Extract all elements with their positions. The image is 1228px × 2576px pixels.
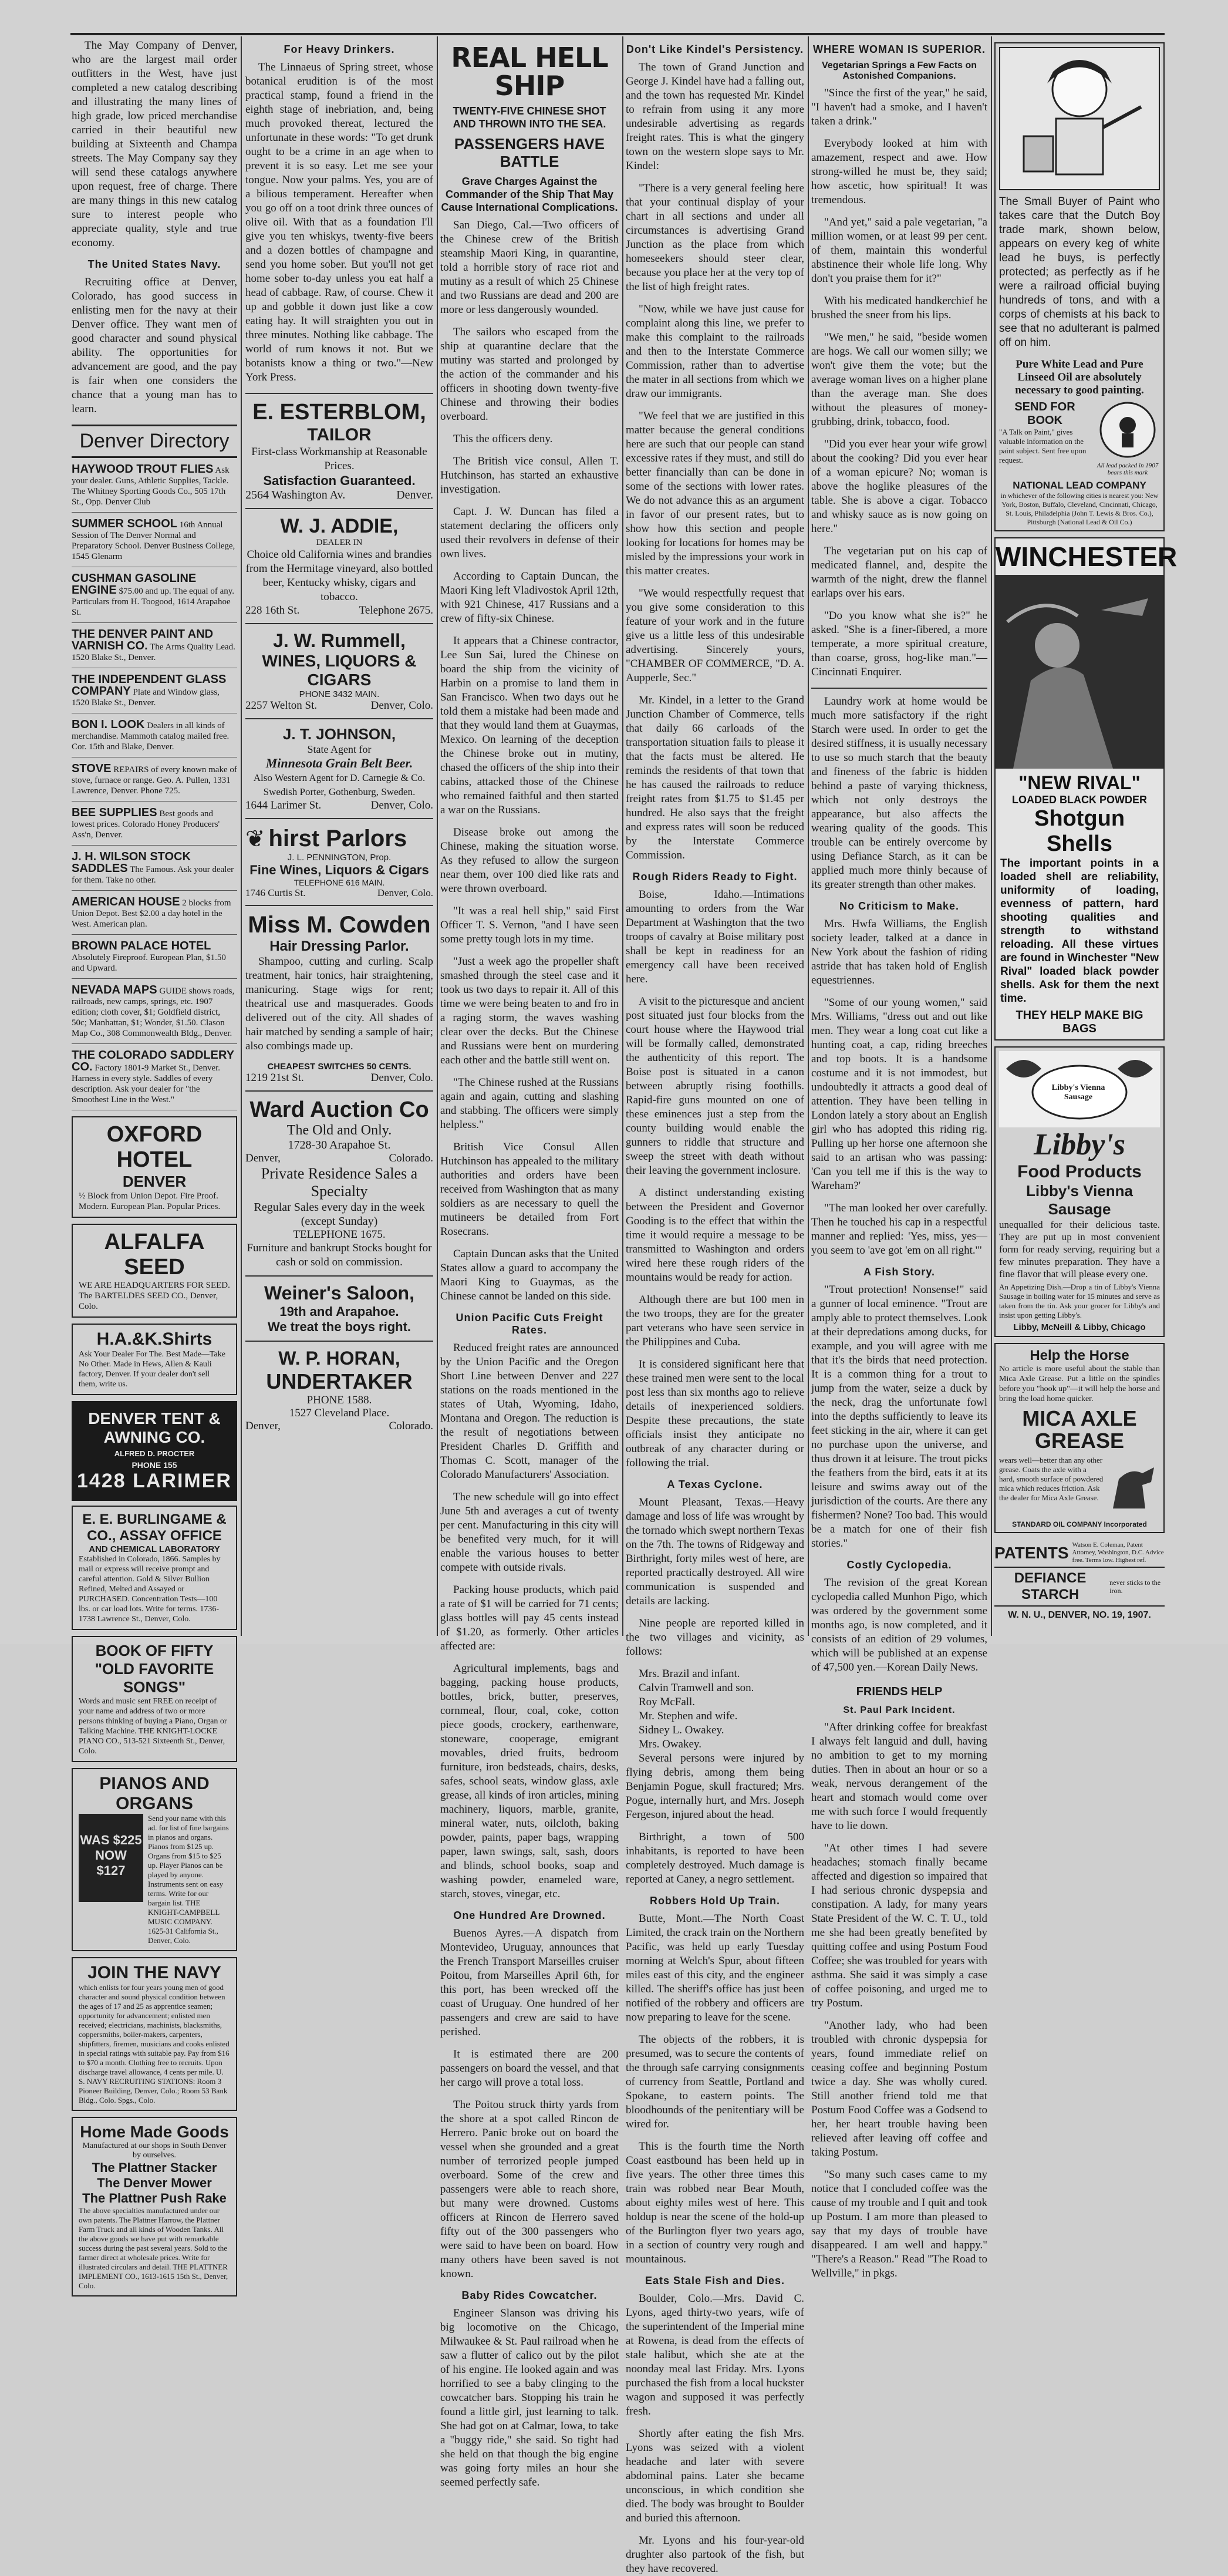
drinkers-heading: For Heavy Drinkers.	[284, 43, 395, 55]
paragraph: The objects of the robbers, it is presumed, was to secure the contents of the through safe carrying consignments of currency from Seattle, Portland and Spokane, to eastern points. The bloodhounds of the penitentiary will be wired for.	[626, 2033, 804, 2130]
cowden-city: Denver, Colo.	[370, 1072, 433, 1084]
paragraph: "We feel that we are justified in this matter because the general conditions here are such that our people can stand excessive rates if they must, and still do better financially than can be done in some of the sections with lower rates. We do not advance this as an argument in favor of our present rates, but to show how this section and people looking for locations for homes may be misled by the impressions your work in this matter creates.	[626, 410, 804, 577]
robbers-heading: Robbers Hold Up Train.	[649, 1895, 780, 1907]
paragraph: Nine people are reported killed in the two villages and vicinity, as follows:	[626, 1617, 804, 1658]
paragraph: "And yet," said a pale vegetarian, "a million women, or at least 99 per cent. of them, maintain this wonderful abstinence their whole life long. Why don't you praise them for it?"	[811, 216, 987, 285]
paragraph: It appears that a Chinese contractor, Lee Sun Sai, lured the Chinese on board the ship from the vicinity of Harbin on a promise to land them in San Francisco. When two days out he told them a mistake had been made and that they would land them at Guaymas, Mexico. On learning of the deception the Chinese broke out in mutiny, chased the officers of the ship into their cabins, attacked those of the Chinese who remained faithful and then started a war on the Russians.	[440, 635, 619, 816]
cowden-text: Shampoo, cutting and curling. Scalp treatment, hair tonics, hair straightening, manicuring. Stage wigs for rent; theatrical use and masquerades. Goods delivered out of the city. All shades of hair matched by sending a sample of hair; also combings made up.	[245, 955, 433, 1052]
paragraph: San Diego, Cal.—Two officers of the Chinese crew of the British steamship Maori King, in quarantine, told a horrible story of race riot and mutiny as a result of which 25 Chinese and two Russians are dead and 200 are more or less dangerously wounded.	[440, 219, 619, 316]
mica-text: wears well—better than any other grease. Coats the axle with a hard, smooth surface of powdered mica which reduces friction. Ask the dealer for Mica Axle Grease.	[999, 1456, 1104, 1502]
hell-ship-article	[440, 218, 619, 1304]
esterblom-trade: TAILOR	[307, 425, 372, 445]
directory-item-text: The Famous. Ask your dealer for them. Take no other.	[72, 865, 234, 885]
johnson-address: 1644 Larimer St.	[245, 799, 322, 811]
paint-send-book: SEND FOR BOOK	[1014, 400, 1075, 427]
directory-item	[72, 518, 237, 567]
horan-phone: PHONE 1588.	[306, 1394, 372, 1406]
paragraph: The new schedule will go into effect June 5th and averages a cut of twenty per cent. Manufacturing in this city will be benefited very much, for it will enable the various houses to better compete with outside rivals.	[440, 1491, 619, 1574]
join-navy-ad	[72, 1957, 237, 2111]
horse-title: Help the Horse	[1030, 1348, 1129, 1363]
libby-food: Food Products	[1017, 1162, 1142, 1181]
paragraph: Birthright, a town of 500 inhabitants, is reported to have been completely destroyed. Much damage is reported at Caney, a negro settlement.	[626, 1831, 804, 1885]
union-pacific-heading: Union Pacific Cuts Freight Rates.	[456, 1312, 603, 1336]
directory-item-name: STOVE	[72, 762, 112, 775]
kindel-heading: Don't Like Kindel's Persistency.	[626, 43, 804, 55]
directory-item	[72, 464, 237, 513]
piano-image: WAS $225 NOW $127	[79, 1814, 143, 1902]
directory-item-name: BROWN PALACE HOTEL	[72, 940, 211, 952]
column-1	[72, 39, 237, 2290]
directory-item-text: Factory 1801-9 Market St., Denver. Harness in every style. Saddles of every description. Ask your dealer for "the Smoothest Line in the West."	[72, 1063, 221, 1105]
oxford-hotel-ad	[72, 1116, 237, 1218]
libby-company: Libby, McNeill & Libby, Chicago	[1013, 1322, 1146, 1332]
list-item: Calvin Tramwell and son.	[639, 1682, 754, 1694]
homemade-sub: Manufactured at our shops in South Denver by ourselves.	[82, 2141, 227, 2160]
column-2	[245, 39, 433, 1636]
winchester-text: The important points in a loaded shell are reliability, uniformity of loading, evenness of pattern, hard shooting qualities and strength to withstand reloading. All these virtues are found in Winchester "New Rival" loaded black powder shells. Ask for them the next time.	[1000, 857, 1159, 1005]
directory-item-name: THE COLORADO SADDLERY CO.	[72, 1049, 234, 1073]
laundry-article: Laundry work at home would be much more satisfactory if the right Starch were used. In order to get the desired stiffness, it is usually necessary to use so much starch that the beauty and fineness of the fabric is hidden behind a paste of varying thickness, which not only destroys the appearance, but also affects the wearing quality of the goods. This trouble can be entirely overcome by using Defiance Starch, as it can be applied much more thinly because of its greater strength than other makes.	[811, 695, 987, 891]
directory-item-text: Absolutely Fireproof. European Plan, $1.50 and Upward.	[72, 953, 226, 973]
directory-item-name: THE DENVER PAINT AND VARNISH CO.	[72, 628, 214, 652]
esterblom-name: E. ESTERBLOM,	[252, 400, 426, 425]
dutch-boy-illustration	[999, 47, 1160, 190]
weiner-address: 19th and Arapahoe.	[279, 1304, 399, 1319]
tent-owner: ALFRED D. PROCTER	[114, 1449, 195, 1458]
ward-address: 1728-30 Arapahoe St.	[288, 1139, 391, 1151]
directory-item-name: AMERICAN HOUSE	[72, 895, 180, 908]
directory-item-text: GUIDE shows roads, railroads, new camps, springs, etc. 1907 edition; cloth cover, $1; Goldfield district, 50c; Manhattan, $1; Wonder, $1.50. Clason Map Co., 308 Commonwealth Bldg., Denver.	[72, 986, 235, 1038]
cyclone-victims-list	[626, 1667, 804, 1752]
directory-item-text: Plate and Window glass, 1520 Blake St., Denver.	[72, 688, 220, 708]
johnson-beer: Minnesota Grain Belt Beer.	[265, 756, 413, 770]
defiance-starch-ad	[994, 1568, 1165, 1607]
oxford-city: DENVER	[122, 1173, 187, 1190]
directory-item	[72, 629, 237, 668]
ward-text: Regular Sales every day in the week (except Sunday)	[254, 1201, 425, 1228]
list-item: Sidney L. Owakey.	[639, 1724, 724, 1736]
paragraph: The Poitou struck thirty yards from the shore at a spot called Rincon de Herrero. Panic broke out on board the vessel when she grounded and a great number of terrorized people jumped overboard. Some of the crew and passengers were able to reach shore, but many were drowned. Customs officers at Rincon de Herrero saved fifty out of the 300 passengers who were said to have been on board. How many others have been saved is not known.	[440, 2099, 619, 2280]
paragraph: Buenos Ayres.—A dispatch from Montevideo, Uruguay, announces that the French Transport Marseilles cruiser Poitou, from Marseilles April 6th, for this port, has been wrecked off the coast of Uruguay. One hundred of her passengers and crew are said to have perished.	[440, 1927, 619, 2038]
ward-state: Colorado.	[389, 1152, 433, 1164]
directory-item-text: 16th Annual Session of The Denver Normal and Preparatory School. Denver Business College, 1545 Glenarm	[72, 520, 235, 561]
paragraph: "Since the first of the year," he said, "I haven't had a smoke, and I haven't taken a drink."	[811, 87, 987, 127]
johnson-text: Also Western Agent for D. Carnegie & Co. Swedish Porter, Gothenburg, Sweden.	[253, 772, 426, 797]
ward-private: Private Residence Sales a Specialty	[261, 1165, 418, 1200]
drowned-heading: One Hundred Are Drowned.	[453, 1910, 606, 1921]
thirst-owner: J. L. PENNINGTON, Prop.	[287, 853, 392, 863]
column-6	[994, 39, 1178, 1636]
fish-story-article: "Trout protection! Nonsense!" said a gunner of local eminence. "Trout are amply able to protect themselves. Look at their depredations among ducks, for example, and you will agree with me that it's the birds that need protection. It is a common thing for a trout to jump from the water, seize a duck by the neck, drag the unfortunate fowl into the depths sufficiently to leave its feet sticking in the air, where it can get no purchase upon the universe, and thus drown it at leisure. The trout picks the feathers from the bird, eats it at its leisure and swims away out of the jurisdiction of the courts. Are there any fishermen? None? Too bad. This would be a match for one of their fish stories."	[811, 1284, 987, 1550]
paragraph: "Another lady, who had been troubled with chronic dyspepsia for years, found immediate relief on ceasing coffee and beginning Postum twice a day. She was wholly cured. Still another friend told me that Postum Food Coffee was a Godsend to her, her heart trouble having been relieved after leaving off coffee and taking Postum.	[811, 2019, 987, 2159]
paragraph: Packing house products, which paid a rate of $1 will be carried for 71 cents; glass bottles will pay 45 cents instead of $1.20, as formerly. Other articles affected are:	[440, 1584, 619, 1652]
paragraph: This the officers deny.	[453, 433, 553, 445]
horse-text: No article is more useful about the stable than Mica Axle Grease. Put a little on the spindles before you "hook up"—it will help the horse and bring the load home quicker.	[999, 1365, 1160, 1403]
homemade-item: The Plattner Push Rake	[82, 2191, 227, 2205]
ward-sub: The Old and Only.	[286, 1123, 392, 1138]
paragraph: A visit to the picturesque and ancient post situated just four blocks from the court house where the Haywood trial will be formally called, demonstrated the authenticity of this report. The Boise post is situated in a canon between abruptly rising foothills. Rapid-fire guns mounted on one of these eminences just a step from the county building would enable the gunners to riddle that structure and sweep the street with death without their leaving the government inclosure.	[626, 995, 804, 1177]
horan-state: Colorado.	[389, 1420, 433, 1432]
mica-company: STANDARD OIL COMPANY Incorporated	[1012, 1520, 1147, 1528]
list-item: Roy McFall.	[639, 1696, 696, 1708]
paragraph: The sailors who escaped from the ship at quarantine declare that the mutiny was started and prolonged by the action of the commander and his officers in shooting down twenty-five Chinese and throwing their bodies overboard.	[440, 326, 619, 423]
paragraph: Mr. Kindel, in a letter to the Grand Junction Chamber of Commerce, tells that daily 66 carloads of the transportation situation fails to please it that the facts must be altered. He reminds the residents of that town that he has caused the railroads to reduce freight rates from $1.75 to $1.45 per hundred. He also says that the freight and express rates will soon be reduced by the Interstate Commerce Commission.	[626, 694, 804, 861]
defiance-text: never sticks to the iron.	[1109, 1578, 1161, 1595]
directory-item-name: HAYWOOD TROUT FLIES	[72, 463, 214, 476]
top-rule	[70, 33, 1165, 35]
paint-cities: in whichever of the following cities is nearest you: New York, Boston, Buffalo, Cleveland, Cincinnati, Chicago, St. Louis, Philadelphia (John T. Lewis & Bros. Co.), Pittsburgh (National Lead & Oil Co.)	[1000, 491, 1159, 526]
paragraph: Captain Duncan asks that the United States allow a guard to accompany the Maori King to Guaymas, as the Chinese cannot be landed on this side.	[440, 1248, 619, 1302]
esterblom-address: 2564 Washington Av.	[245, 489, 346, 501]
homemade-title: Home Made Goods	[80, 2123, 229, 2141]
dutch-boy-paint-ad	[994, 42, 1165, 531]
libby-ad	[994, 1046, 1165, 1337]
pianos-ad	[72, 1768, 237, 1951]
kindel-article	[626, 60, 804, 863]
navy-heading: The United States Navy.	[87, 258, 221, 270]
directory-item	[72, 941, 237, 979]
list-item: Mrs. Owakey.	[639, 1738, 701, 1750]
addie-text: Choice old California wines and brandies from the Hermitage vineyard, also bottled beer, Kentucky whisky, cigars and tobacco.	[245, 548, 433, 603]
directory-item-name: THE INDEPENDENT GLASS COMPANY	[72, 673, 227, 698]
horan-address: 1527 Cleveland Place.	[289, 1407, 390, 1419]
mica-axle-grease-ad	[994, 1343, 1165, 1533]
paragraph: Reduced freight rates are announced by the Union Pacific and the Oregon Short Line between Denver and 227 stations on the roads mentioned in the states of Utah, Wyoming, Idaho, Montana and Oregon. The reduction is the result of negotiations between President Charles D. Griffith and Thomas C. Scott, manager of the Colorado Manufacturers' Association.	[440, 1342, 619, 1481]
stale-fish-article	[626, 2292, 804, 2576]
addie-address: 228 16th St.	[245, 604, 300, 617]
union-pacific-article	[440, 1341, 619, 1901]
tent-address: 1428 LARIMER	[77, 1470, 232, 1492]
ward-phone: TELEPHONE 1675.	[293, 1228, 386, 1241]
rummell-city: Denver, Colo.	[370, 699, 433, 712]
paragraph: Agricultural implements, bags and bagging, packing house products, bottles, brick, butter, preserves, cornmeal, flour, coal, coke, cotton piece goods, crockery, earthenware, stoneware, cooperage, emigrant movables, dried fruits, bedroom furniture, iron bedsteads, chairs, desks, safes, school seats, window glass, axle grease, all kinds of iron articles, mining machinery, liquors, marble, granite, mineral water, nuts, oilcloth, baking powder, paints, paper bags, wrapping paper, lawn swings, salt, sash, doors and blinds, school books, soap and washing powder, enameled ware, starch, stoves, vinegar, etc.	[440, 1662, 619, 1900]
hunter-illustration	[996, 575, 1163, 769]
directory-item-name: NEVADA MAPS	[72, 984, 157, 996]
libby-can-illustration	[999, 1051, 1160, 1127]
rummell-trade: WINES, LIQUORS & CIGARS	[262, 652, 417, 689]
pianos-name: PIANOS AND ORGANS	[99, 1774, 210, 1813]
ward-city: Denver,	[245, 1152, 281, 1164]
woman-subheading: Vegetarian Springs a Few Facts on Astonished Companions.	[821, 60, 977, 81]
tent-name: DENVER TENT & AWNING CO.	[88, 1409, 221, 1446]
cyclone-heading: A Texas Cyclone.	[667, 1479, 763, 1490]
directory-item-name: SUMMER SCHOOL	[72, 517, 177, 530]
directory-item-text: The Arms Quality Lead. 1520 Blake St., Denver.	[72, 642, 235, 662]
paragraph: Shortly after eating the fish Mrs. Lyons was seized with a violent headache and later with severe abdominal pains. Later she became unconscious, in which condition she died. The body was brought to Boulder and buried this afternoon.	[626, 2427, 804, 2524]
addie-dealer: DEALER IN	[316, 538, 363, 547]
paragraph: The vegetarian put on his cap of medicated flannel, and, despite the warmth of the night, drew the flannel earlaps over his ears.	[811, 545, 987, 600]
horse-icon	[1107, 1456, 1160, 1520]
thirst-phone: TELEPHONE 616 MAIN.	[293, 878, 385, 887]
home-made-goods-ad	[72, 2117, 237, 2296]
paragraph: "Just a week ago the propeller shaft smashed through the steel case and it took us two days to repair it. All of this time we were being beaten to and fro in a raging storm, the waves washing clear over the decks. But the Chinese and Russians were bent on murdering each other and the battle still went on.	[440, 955, 619, 1066]
paragraph: The town of Grand Junction and George J. Kindel have had a falling out, and the town has requested Mr. Kindel to refrain from using it any more undesirable advertising as regards freight rates. This is what the gingery town on the western slope says to Mr. Kindel:	[626, 61, 804, 172]
paragraph: "We men," he said, "beside women are hogs. We call our women silly; we won't give them the vote; but the average woman lives on a higher plane than the average man. She does without the pleasures of money-grubbing, drink, tobacco, food.	[811, 331, 987, 428]
libby-text: unequalled for their delicious taste. They are put up in most convenient form for ready serving, requiring but a few minutes preparation. They have a fine flavor that will please every one.	[999, 1219, 1160, 1279]
thirst-city: Denver, Colo.	[377, 887, 433, 898]
directory-item-name: J. H. WILSON STOCK SADDLES	[72, 850, 191, 875]
navy-article: Recruiting office at Denver, Colorado, has good success in enlisting men for the navy at their Denver office. They want men of good character and sound physical ability. The opportunities for advancement are good, and the pay is fair when one considers the chance that a young man has to learn.	[72, 276, 237, 415]
stale-fish-heading: Eats Stale Fish and Dies.	[645, 2275, 785, 2287]
oxford-text: ½ Block from Union Depot. Fire Proof. Modern. European Plan. Popular Prices.	[79, 1191, 221, 1211]
column-divider	[622, 36, 623, 1636]
tent-phone: PHONE 155	[131, 1460, 177, 1470]
headline-deck-2: PASSENGERS HAVE BATTLE	[454, 135, 605, 170]
directory-item-name: BON I. LOOK	[72, 718, 145, 731]
assay-text: Established in Colorado, 1866. Samples by mail or express will receive prompt and careful attention. Gold & Silver Bullion Refined, Melted and Assayed or PURCHASED. Concentration Tests—100 lbs. or car load lots. Write for terms. 1736-1738 Lawrence St., Denver, Colo.	[79, 1555, 221, 1624]
friends-article	[811, 1720, 987, 2281]
weiner-name: Weiner's Saloon,	[264, 1282, 414, 1304]
johnson-name: J. T. JOHNSON,	[282, 725, 396, 743]
cowden-trade: Hair Dressing Parlor.	[269, 938, 409, 954]
cyclopedia-heading: Costly Cyclopedia.	[846, 1559, 952, 1571]
column-divider	[437, 36, 438, 1636]
paint-lead: Pure White Lead and Pure Linseed Oil are absolutely necessary to good painting.	[1015, 358, 1144, 396]
directory-item	[72, 851, 237, 891]
paragraph: It is estimated there are 200 passengers on board the vessel, and that her cargo will prove a total loss.	[440, 2048, 619, 2089]
paragraph: "The Chinese rushed at the Russians again and again, cutting and slashing and stabbing. The officers were simply helpless."	[440, 1076, 619, 1131]
johnson-role: State Agent for	[307, 743, 372, 755]
may-company-article: The May Company of Denver, who are the largest mail order outfitters in the West, have just completed a new catalog describing and illustrating the many lines of high grade, low priced merchandise carried in their beautiful new building at Sixteenth and Champa streets. The May Company say they will send these catalogs anywhere upon request, free of charge. There are many things in this new catalog sure to interest people who appreciate quality, style and true economy.	[72, 39, 237, 249]
libby-recipe: An Appetizing Dish.—Drop a tin of Libby's Vienna Sausage in boiling water for 15 minutes and serve as taken from the tin. Ask your grocer for Libby's and insist upon getting Libby's.	[999, 1282, 1160, 1319]
rummell-phone: PHONE 3432 MAIN.	[299, 689, 380, 699]
cyclone-article	[626, 1496, 804, 1659]
paragraph: "So many such cases came to my notice that I concluded coffee was the cause of my trouble and I quit and took up Postum. I am more than pleased to say that my days of trouble have disappeared. I am well and happy." "There's a Reason." Read "The Road to Wellville," in pkgs.	[811, 2168, 987, 2279]
assay-office-ad	[72, 1506, 237, 1630]
paint-text: The Small Buyer of Paint who takes care that the Dutch Boy trade mark, shown below, appears on every keg of white lead he buys, is perfectly protected; as perfectly as if he were a railroad official buying hundreds of tons, and with a corps of chemists at his back to see that no adulterant is palmed off on him.	[999, 196, 1160, 349]
assay-name: E. E. BURLINGAME & CO., ASSAY OFFICE	[82, 1511, 227, 1544]
esterblom-satisfaction: Satisfaction Guaranteed.	[263, 473, 416, 488]
rummell-address: 2257 Welton St.	[245, 699, 318, 712]
criticism-article	[811, 917, 987, 1258]
shirts-ad	[72, 1324, 237, 1395]
paragraph: "It was a real hell ship," said First Officer T. S. Vernon, "and I have seen some pretty tough lots in my time.	[440, 905, 619, 945]
rough-riders-article	[626, 888, 804, 1470]
thirst-name: hirst Parlors	[268, 826, 407, 851]
directory-item-text: Dealers in all kinds of merchandise. Mammoth catalog mailed free. Cor. 15th and Blake, Denver.	[72, 721, 230, 752]
cowden-address: 1219 21st St.	[245, 1072, 304, 1084]
paragraph: "Now, while we have just cause for complaint along this line, we prefer to make this complaint to the railroads and then to the Interstate Commerce Commission, rather than to advertise the mater in all sections from which we draw our immigrants.	[626, 303, 804, 400]
paragraph: Several persons were injured by flying debris, among them being Benjamin Pogue, skull fractured; Mrs. Pogue, internally hurt, and Mrs. Joseph Fergeson, injured about the head.	[626, 1752, 804, 1821]
directory-item-text: 2 blocks from Union Depot. Best $2.00 a day hotel in the West. American plan.	[72, 898, 231, 929]
oxford-name: OXFORD HOTEL	[106, 1122, 203, 1172]
tent-awning-ad	[72, 1401, 237, 1501]
paragraph: Mrs. Hwfa Williams, the English society leader, talked at a dance in New York about the fashion of riding astride that has taken hold of English equestriennes.	[811, 918, 987, 986]
headline-deck-1: TWENTY-FIVE CHINESE SHOT AND THROWN INTO THE SEA.	[453, 105, 606, 130]
songs-ad	[72, 1636, 237, 1762]
friends-subheading: St. Paul Park Incident.	[843, 1705, 956, 1715]
paint-book-text: "A Talk on Paint," gives valuable information on the paint subject. Sent free upon request.	[999, 427, 1087, 464]
rough-riders-heading: Rough Riders Ready to Fight.	[632, 871, 798, 883]
paragraph: "Did you ever hear your wife growl about the cooking? Did you ever hear of a woman epicure? No; woman is above the hoglike pleasures of the table. She is above a cigar. Tobacco and whisky sauce as is now going on here."	[811, 438, 987, 535]
winchester-loaded: LOADED BLACK POWDER	[1012, 794, 1147, 806]
fish-story-heading: A Fish Story.	[863, 1266, 935, 1278]
thirst-address: 1746 Curtis St.	[245, 887, 306, 898]
paragraph: With his medicated handkerchief he brushed the sneer from his lips.	[811, 295, 987, 321]
cowden-cheap: CHEAPEST SWITCHES 50 CENTS.	[267, 1062, 411, 1072]
paragraph: "At other times I had severe headaches; stomach finally became affected and digestion so impaired that I had serious chronic dyspepsia and constipation. A lady, for many years State President of the W. C. T. U., told me she had been greatly benefited by quitting coffee and using Postum Food Coffee; she was troubled for years with asthma. She said it was simply a case of coffee poisoning, and urged me to try Postum.	[811, 1842, 987, 2009]
column-divider	[241, 36, 242, 1636]
column-3	[440, 39, 619, 2489]
directory-title: Denver Directory	[72, 425, 237, 458]
winchester-shells: Shotgun Shells	[1034, 806, 1125, 856]
directory-item	[72, 1050, 237, 1110]
paragraph: This is the fourth time the North Coast eastbound has been held up in five years. The other three times this train was robbed near Bear Mouth, about eighty miles west of here. This holdup is near the scene of the hold-up of the Burlington flyer two years ago, in a section of country very rough and mountainous.	[626, 2140, 804, 2265]
criticism-heading: No Criticism to Make.	[839, 900, 960, 912]
woman-article	[811, 86, 987, 679]
horan-city: Denver,	[245, 1420, 281, 1432]
paragraph: According to Captain Duncan, the Maori King left Vladivostok April 12th, with 921 Chinese, 417 Russians and a crew of fifty-six Chinese.	[440, 570, 619, 625]
paragraph: Boulder, Colo.—Mrs. David C. Lyons, aged thirty-two years, wife of the superintendent of the Imperial mine at Rowena, is dead from the effects of stale halibut, which she ate at the noonday meal last Friday. Mrs. Lyons purchased the fish from a local huckster wagon and supposed it was perfectly fresh.	[626, 2292, 804, 2417]
patents-ad	[994, 1539, 1165, 1568]
winchester-rival: "NEW RIVAL"	[1018, 772, 1141, 793]
alfalfa-text: WE ARE HEADQUARTERS FOR SEED. The BARTELDES SEED CO., Denver, Colo.	[79, 1281, 230, 1311]
directory-item	[72, 573, 237, 623]
winchester-tagline: THEY HELP MAKE BIG BAGS	[1016, 1009, 1143, 1035]
addie-name: W. J. ADDIE,	[280, 515, 399, 537]
horan-name: W. P. HORAN,	[278, 1348, 400, 1369]
cowden-name: Miss M. Cowden	[248, 912, 431, 938]
paragraph: Mr. Lyons and his four-year-old drughter also partook of the fish, but they have recovered.	[626, 2534, 804, 2575]
paragraph: "There is a very general feeling here that your continual display of your chart in all sections and under all circumstances is advertising Grand Junction as the place from which homeseekers should steer clear, because you place her at the very top of the list of high freight rates.	[626, 182, 804, 293]
directory-item-text: Ask your dealer. Guns, Athletic Supplies, Tackle. The Whitney Sporting Goods Co., 505 17th St., Opp. Denver Club	[72, 466, 230, 507]
directory-item	[72, 985, 237, 1044]
ward-name: Ward Auction Co	[249, 1097, 429, 1122]
woman-heading: WHERE WOMAN IS SUPERIOR.	[812, 43, 986, 55]
homemade-text: The above specialties manufactured under our own patents. The Plattner Harrow, the Plattner Farm Truck and all kinds of Wooden Tanks. All the above goods we have put with remarkable success during the past several years. Sold to the farmer direct at wholesale prices. Write for illustrated circulars and detail. THE PLATTNER IMPLEMENT CO., 1613-1615 15th St., Denver, Colo.	[79, 2206, 228, 2290]
paragraph: British Vice Consul Allen Hutchinson has appealed to the military authorities and orders have been received from Washington that as many soldiers as are necessary to quell the mutineers be detailed from Fort Rosecrans.	[440, 1141, 619, 1238]
paragraph: Boise, Idaho.—Intimations amounting to orders from the War Department at Washington that the two troops of cavalry at Boise military post shall be kept in readiness for an emergency call have been received here.	[626, 888, 804, 985]
paragraph: It is considered significant here that these trained men were sent to the local post less than six months ago to relieve details of inexperienced soldiers. Despite these precautions, the state officials insist they anticipate no outbreak of any character during or following the trial.	[626, 1358, 804, 1469]
patents-title: PATENTS	[994, 1543, 1069, 1562]
headline: REAL HELL SHIP	[451, 42, 608, 102]
alfalfa-ad	[72, 1224, 237, 1318]
esterblom-text: First-class Workmanship at Reasonable Prices.	[251, 446, 427, 472]
addie-phone: Telephone 2675.	[359, 604, 433, 617]
patents-text: Watson E. Coleman, Patent Attorney, Washington, D.C. Advice free. Terms low. Highest ref.	[1072, 1541, 1164, 1564]
friends-heading: FRIENDS HELP	[856, 1685, 943, 1698]
libby-sausage: Libby's Vienna Sausage	[1026, 1182, 1133, 1218]
column-divider	[808, 36, 809, 1636]
paragraph: Everybody looked at him with amazement, respect and awe. How strong-willed he must be, they said; how ascetic, how spiritual! It was tremendous.	[811, 137, 987, 206]
paragraph: Capt. J. W. Duncan has filed a statement declaring the officers only used their revolvers in defense of their own lives.	[440, 506, 619, 560]
homemade-item: The Denver Mower	[97, 2176, 212, 2190]
baby-heading: Baby Rides Cowcatcher.	[461, 2289, 598, 2301]
winchester-title: WINCHESTER	[996, 538, 1163, 575]
directory-item-text: Best goods and lowest prices. Colorado Honey Producers' Ass'n, Denver.	[72, 809, 220, 840]
weiner-text: We treat the boys right.	[267, 1319, 411, 1334]
ward-furniture: Furniture and bankrupt Stocks bought for cash or sold on commission.	[247, 1242, 432, 1268]
paragraph: Disease broke out among the Chinese, making the situation worse. As they refused to allow the surgeon near them, over 100 died like rats and were thrown overboard.	[440, 826, 619, 895]
paragraph: A distinct understanding existing between the President and Governor Gooding is to the effect that within the time it would require a message to be transmitted to Washington and orders wired here these rough riders of the mountains would be ready for action.	[626, 1187, 804, 1284]
libby-can-label: Libby's Vienna Sausage	[1051, 1083, 1105, 1102]
footer-imprint: W. N. U., DENVER, NO. 19, 1907.	[1008, 1610, 1151, 1620]
directory-item	[72, 807, 237, 846]
shirts-text: Ask Your Dealer For The. Best Made—Take No Other. Made in Hews, Allen & Kauli factory, Denver. If your dealer don't sell them, write us.	[79, 1350, 225, 1389]
shirts-name: H.A.&K.Shirts	[96, 1329, 212, 1349]
mica-name: MICA AXLE GREASE	[1022, 1406, 1137, 1453]
directory-item	[72, 897, 237, 935]
directory-item-name: CUSHMAN GASOLINE ENGINE	[72, 572, 197, 597]
pianos-text: Send your name with this ad. for list of fine bargains in pianos and organs. Pianos from $125 up. Organs from $15 to $25 up. Player Pianos can be played by anyone. Instruments sent on easy terms. Write for our bargain list. THE KNIGHT-CAMPBELL MUSIC COMPANY. 1625-31 California St., Denver, Colo.	[148, 1814, 229, 1945]
directory-item	[72, 719, 237, 757]
headline-deck-3: Grave Charges Against the Commander of the Ship That May Cause International Complications.	[441, 176, 618, 213]
baby-article: Engineer Slanson was driving his big locomotive on the Chicago, Milwaukee & St. Paul railroad when he saw a flutter of calico out by the pilot of his engine. He looked again and was horrified to see a baby clinging to the cowcatcher bars. Stopping his train he found a little girl, just learning to talk. She had got on at Calmar, Iowa, to take a "buggy ride," she said. So tight had she held on that though the big engine was going forty miles an hour she seemed perfectly safe.	[440, 2307, 619, 2489]
paragraph: "The man looked her over carefully. Then he touched his cap in a respectful manner and replied: 'Yes, miss, yes—you seem to 'ave got 'em on all right.'"	[811, 1202, 987, 1257]
join-navy-text: which enlists for four years young men of good character and sound physical condition between the ages of 17 and 25 as apprentice seamen; opportunity for advancement; enlisted men received; electricians, machinists, blacksmiths, coppersmiths, boiler-makers, carpenters, shipfitters, firemen, musicians and cooks enlisted in special ratings with suitable pay. Pay from $16 to $70 a month. Clothing free to recruits. Upon discharge travel allowance, 4 cents per mile. U. S. NAVY RECRUITING STATIONS: Room 3 Pioneer Building, Denver, Colo.; Room 53 Bank Bldg., Colo. Spgs., Colo.	[79, 1983, 230, 2104]
directory-item-text: $75.00 and up. The equal of any. Particulars from H. Toogood, 1614 Arapahoe St.	[72, 587, 235, 617]
paragraph: "Do you know what she is?" he asked. "She is a finer-fibered, a more temperate, a more spiritual creature, than coarse, gross, hog-like man."—Cincinnati Enquirer.	[811, 610, 987, 678]
robbers-article	[626, 1912, 804, 2267]
paragraph: The British vice consul, Allen T. Hutchinson, has started an exhaustive investigation.	[440, 455, 619, 496]
thirst-text: Fine Wines, Liquors & Cigars	[249, 863, 429, 877]
homemade-item: The Plattner Stacker	[92, 2160, 217, 2175]
directory-item-name: BEE SUPPLIES	[72, 806, 157, 819]
winchester-ad	[994, 537, 1178, 1040]
drowned-article	[440, 1927, 619, 2281]
bow-ornament-icon: ❦	[245, 826, 265, 852]
paragraph: "Some of our young women," said Mrs. Williams, "dress out and out like men. They wear a long coat cut like a hunting coat, a cap, riding breeches and top boots. It is a handsome costume and it is not immodest, but undoubtedly it attracts a good deal of attention. They have been telling in London lately a story about an English girl who has adopted this riding rig. Pulling up her horse one afternoon she said to an artisan who was passing: 'Can you tell me if this is the way to Wareham?'	[811, 996, 987, 1192]
directory-list	[72, 464, 237, 1110]
directory-item-text: REPAIRS of every known make of stove, furnace or range. Geo. A. Pullen, 1331 Lawrence, Denver. Phone 725.	[72, 765, 237, 796]
drinkers-article: The Linnaeus of Spring street, whose botanical erudition is of the most practical stamp, found a friend in the eighth stage of inebriation, and, being much provoked thereat, lectured the unfortunate in these words: "To get drunk ought to be a crime in an age when to prevent it is so easy. Let me see your tongue. Now your palms. Yes, you are of a bilious temperament. Hereafter when you go off on a toot drink three ounces of olive oil. With that as a foundation I'll give you ten whiskys, twenty-five beers and a dozen bottles of champagne and send you home sober. But you'll not get home sober to-day unless you eat half a head of cabbage. Raw, of course. Chew it up and gobble it down just like a cow eating hay. It will straighten you out in three minutes. Nothing like cabbage. The world of rum knows it not. But we botanists know a thing or two."—New York Press.	[245, 61, 433, 383]
songs-text: Words and music sent FREE on receipt of your name and address of two or more persons thinking of buying a Piano, Organ or Talking Machine. THE KNIGHT-LOCKE PIANO CO., 513-521 Sixteenth St., Denver, Colo.	[79, 1697, 227, 1756]
songs-name: BOOK OF FIFTY "OLD FAVORITE SONGS"	[95, 1642, 214, 1696]
rummell-name: J. W. Rummell,	[273, 630, 406, 651]
defiance-title: DEFIANCE STARCH	[1014, 1570, 1087, 1602]
horan-trade: UNDERTAKER	[266, 1369, 413, 1393]
column-5	[811, 39, 987, 2279]
libby-name: Libby's	[1034, 1128, 1125, 1161]
paint-company: NATIONAL LEAD COMPANY	[1013, 480, 1146, 491]
list-item: Mrs. Brazil and infant.	[639, 1668, 740, 1680]
esterblom-city: Denver.	[396, 489, 433, 501]
assay-sub: AND CHEMICAL LABORATORY	[89, 1544, 220, 1554]
directory-item	[72, 763, 237, 802]
directory-item	[72, 674, 237, 713]
cyclone-article-cont	[626, 1752, 804, 1887]
column-divider	[991, 36, 992, 1636]
paint-seal-caption: All lead packed in 1907 bears this mark	[1097, 462, 1159, 476]
join-navy-title: JOIN THE NAVY	[87, 1963, 221, 1982]
dutch-boy-seal-icon	[1098, 400, 1157, 459]
paragraph: Although there are but 100 men in the two troops, they are for the greater part veterans who have seen service in the Philippines and Cuba.	[626, 1294, 804, 1348]
johnson-city: Denver, Colo.	[370, 799, 433, 811]
list-item: Mr. Stephen and wife.	[639, 1710, 738, 1722]
alfalfa-name: ALFALFA SEED	[104, 1230, 205, 1279]
paragraph: "We would respectfully request that you give some consideration to this feature of your work and in the future give us a little less of this undesirable advertising. Sincerely yours, "CHAMBER OF COMMERCE, "D. A. Aupperle, Sec."	[626, 587, 804, 684]
paragraph: "After drinking coffee for breakfast I always felt languid and dull, having no ambition to get to my morning duties. Then in about an hour or so a weak, nervous derangement of the heart and stomach would come over me with such force I would frequently have to lie down.	[811, 1721, 987, 1832]
cyclopedia-article: The revision of the great Korean cyclopedia called Munhon Pigo, which was ordered by the government some months ago, is now completed, and it consists of an edition of 29 volumes, which will be published at an expense of 47,500 yen.—Korean Daily News.	[811, 1577, 987, 1673]
paragraph: Butte, Mont.—The North Coast Limited, the crack train on the Northern Pacific, was held up early Tuesday morning at Welch's Spur, about fifteen miles east of this city, and the engineer killed. The sheriff's office has just been notified of the robbery and officers are now preparing to leave for the scene.	[626, 1912, 804, 2023]
column-4	[626, 39, 804, 2575]
paragraph: Mount Pleasant, Texas.—Heavy damage and loss of life was wrought by the tornado which swept northern Texas on the 7th. The towns of Ridgeway and Birthright, forty miles west of here, are reported practically destroyed. All wire communication is suspended and details are lacking.	[626, 1496, 804, 1607]
